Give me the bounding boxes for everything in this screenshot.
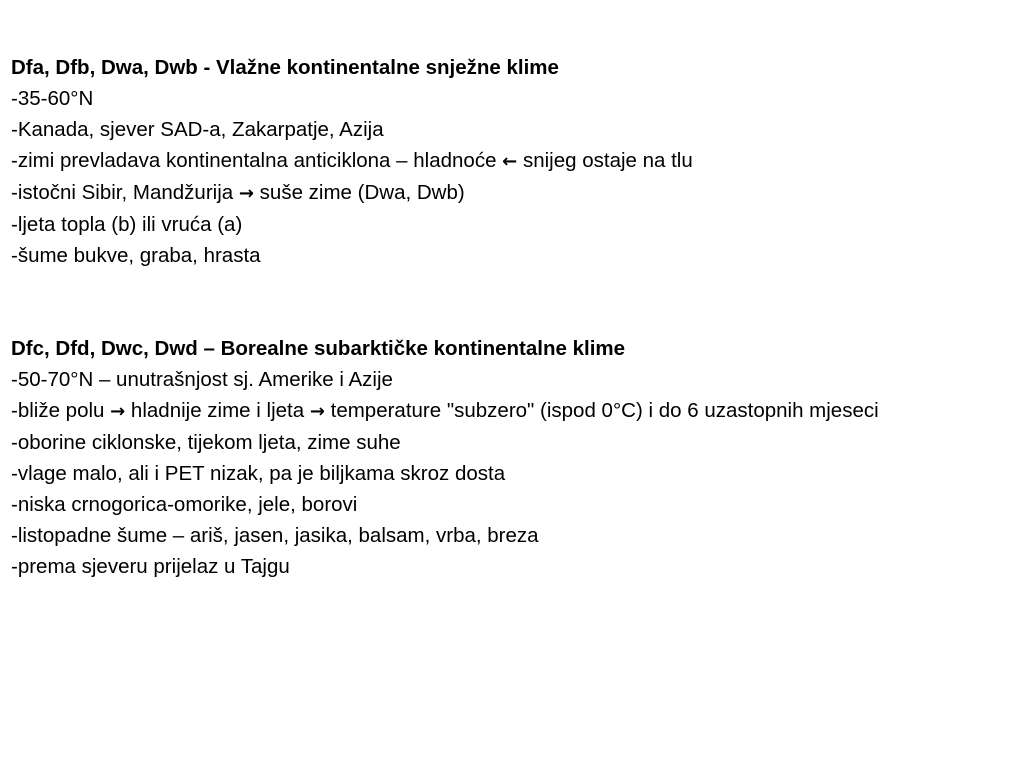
list-item-text: suše zime (Dwa, Dwb)	[253, 181, 465, 204]
arrow-right-icon: →	[238, 183, 254, 204]
section-heading: Dfa, Dfb, Dwa, Dwb - Vlažne kontinentalne snježne klime	[11, 56, 559, 79]
list-item: -prema sjeveru prijelaz u Tajgu	[11, 555, 290, 578]
list-item: -vlage malo, ali i PET nizak, pa je biljkama skroz dosta	[11, 462, 506, 485]
list-item-text: hladnije zime i ljeta	[125, 399, 310, 422]
list-item: -listopadne šume – ariš, jasen, jasika, balsam, vrba, breza	[11, 524, 539, 547]
list-item-text: temperature "subzero" (ispod 0°C) i do 6 uzastopnih mjeseci	[324, 399, 879, 422]
list-item: -Kanada, sjever SAD-a, Zakarpatje, Azija	[11, 118, 384, 141]
list-item	[11, 395, 1021, 427]
section-heading: Dfc, Dfd, Dwc, Dwd – Borealne subarktičke kontinentalne klime	[11, 337, 626, 360]
list-item	[11, 177, 1021, 209]
arrow-right-icon: →	[110, 401, 126, 422]
list-item: -šume bukve, graba, hrasta	[11, 244, 261, 267]
arrow-left-icon: ←	[502, 151, 518, 172]
list-item-text: -zimi prevladava kontinentalna anticiklona – hladnoće	[11, 149, 503, 172]
arrow-right-icon: →	[309, 401, 325, 422]
list-item-text: -bliže polu	[11, 399, 111, 422]
section-humid-continental	[11, 52, 1021, 271]
section-boreal-subarctic	[11, 333, 1021, 582]
list-item: -oborine ciklonske, tijekom ljeta, zime suhe	[11, 431, 401, 454]
list-item-text: -istočni Sibir, Mandžurija	[11, 181, 239, 204]
list-item: -50-70°N – unutrašnjost sj. Amerike i Azije	[11, 368, 393, 391]
list-item	[11, 145, 1021, 177]
list-item: -ljeta topla (b) ili vruća (a)	[11, 213, 243, 236]
document-page	[11, 52, 1021, 582]
list-item: -35-60°N	[11, 87, 94, 110]
list-item-text: snijeg ostaje na tlu	[517, 149, 693, 172]
list-item: -niska crnogorica-omorike, jele, borovi	[11, 493, 358, 516]
